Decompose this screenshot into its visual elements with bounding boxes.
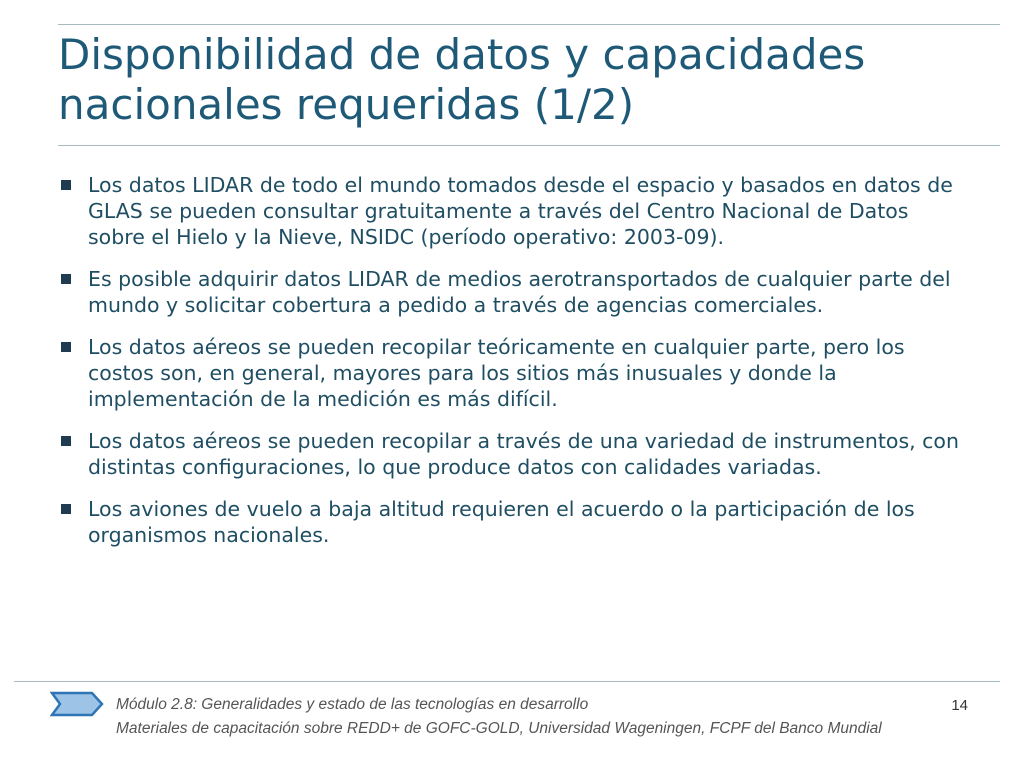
bullet-item — [58, 428, 968, 480]
title-divider — [58, 145, 1000, 146]
footer-materials-text: Materiales de capacitación sobre REDD+ de GOFC-GOLD, Universidad Wageningen, FCPF del Banco Mundial — [116, 720, 882, 737]
bullet-item — [58, 334, 968, 412]
square-bullet-icon — [61, 342, 71, 352]
bullet-text: Los datos aéreos se pueden recopilar teóricamente en cualquier parte, pero los costos son, en general, mayores para los sitios más inusuales y donde la implementación de la medición es más difícil. — [88, 335, 905, 411]
square-bullet-icon — [61, 180, 71, 190]
page-number: 14 — [951, 697, 968, 714]
bullet-item — [58, 172, 968, 250]
bullet-text: Los datos aéreos se pueden recopilar a través de una variedad de instrumentos, con distintas configuraciones, lo que produce datos con calidades variadas. — [88, 429, 959, 479]
bullet-list — [58, 172, 968, 564]
slide-title: Disponibilidad de datos y capacidades nacionales requeridas (1/2) — [58, 30, 866, 129]
footer-divider — [14, 681, 1000, 682]
footer-module-text: Módulo 2.8: Generalidades y estado de las tecnologías en desarrollo — [116, 696, 589, 713]
square-bullet-icon — [61, 274, 71, 284]
bullet-text: Es posible adquirir datos LIDAR de medios aerotransportados de cualquier parte del mundo y solicitar cobertura a pedido a través de agencias comerciales. — [88, 267, 951, 317]
square-bullet-icon — [61, 504, 71, 514]
bullet-item — [58, 496, 968, 548]
bullet-text: Los aviones de vuelo a baja altitud requieren el acuerdo o la participación de los organismos nacionales. — [88, 497, 915, 547]
bullet-item — [58, 266, 968, 318]
bullet-text: Los datos LIDAR de todo el mundo tomados desde el espacio y basados en datos de GLAS se pueden consultar gratuitamente a través del Centro Nacional de Datos sobre el Hielo y la Nieve, NSIDC (período operativo: 2003-09). — [88, 173, 953, 249]
square-bullet-icon — [61, 436, 71, 446]
top-divider — [58, 24, 1000, 25]
chevron-arrow-icon — [50, 691, 104, 717]
